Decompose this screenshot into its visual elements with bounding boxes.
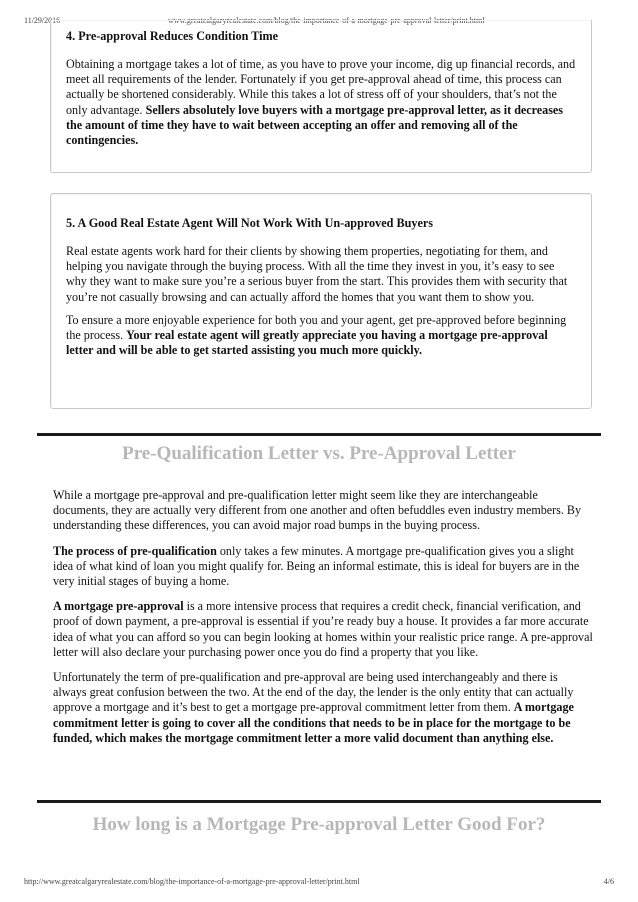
page-number: 4/6 — [603, 877, 614, 886]
reason-4-heading: 4. Pre-approval Reduces Condition Time — [66, 29, 279, 43]
print-date: 11/29/2016 — [24, 16, 61, 25]
reason-5-heading: 5. A Good Real Estate Agent Will Not Work With Un-approved Buyers — [66, 216, 434, 230]
prequal-text: only takes a few minutes. A mortgage pre-qualification gives you a slight idea of what kind of loan you might qualify for. Being an informal estimate, this is ideal for buyers are in the very initial stages of buying a home. — [53, 543, 580, 589]
section-body-prequal-vs-preapproval — [53, 488, 593, 746]
section-title-preapproval-duration: How long is a Mortgage Pre-approval Letter Good For? — [92, 814, 546, 835]
commitment-bold: A mortgage commitment letter is going to cover all the conditions that needs to be in place for the mortgage to be funded, which makes the mortgage commitment letter a more valid document than anything else. — [53, 700, 574, 745]
reason-5-paragraph-1: Real estate agents work hard for their clients by showing them properties, negotiating for them, and helping you navigate through the buying process. With all the time they invest in you, it’s easy to see why they want to make sure you’re a serious buyer from the start. This provides them with security that you’re not casually browsing and can actually afford the homes that you want them to show you. — [66, 244, 568, 304]
section-paragraph-3 — [53, 599, 593, 660]
reason-box-5 — [50, 193, 592, 409]
reason-4-text: Obtaining a mortgage takes a lot of time, as you have to prove your income, dig up financial records, and meet all requirements of the lender. Fortunately if you get pre-approval ahead of time, this process can actually be shortened considerably. While this takes a lot of stress off of your shoulders, that’s not the only advantage. — [66, 57, 576, 117]
reason-5-text: To ensure a more enjoyable experience for both you and your agent, get pre-approved before beginning the process. — [66, 312, 567, 343]
reason-4-paragraph — [66, 57, 576, 148]
reason-5-bold: Your real estate agent will greatly appreciate you having a mortgage pre-approval letter and will be able to get started assisting you much more quickly. — [66, 328, 548, 358]
reason-5-paragraph-2 — [66, 313, 576, 359]
section-paragraph-1: While a mortgage pre-approval and pre-qualification letter might seem like they are interchangeable documents, they are actually very different from one another and often befuddles even industry members. By understanding these differences, you can avoid major road bumps in the buying process. — [53, 488, 582, 533]
section-paragraph-2 — [53, 544, 593, 590]
print-header-url: www.greatcalgaryrealestate.com/blog/the-importance-of-a-mortgage-pre-approval-letter/print.html — [168, 16, 485, 25]
section-title-prequal-vs-preapproval: Pre-Qualification Letter vs. Pre-Approval Letter — [122, 443, 516, 464]
reason-box-4 — [50, 20, 592, 173]
section-divider-1 — [37, 433, 601, 436]
section-divider-2 — [37, 800, 601, 803]
prequal-bold: The process of pre-qualification — [53, 543, 217, 558]
reason-4-bold: Sellers absolutely love buyers with a mortgage pre-approval letter, as it decreases the amount of time they have to wait between accepting an offer and removing all of the contingencies. — [66, 102, 563, 148]
commitment-text: Unfortunately the term of pre-qualification and pre-approval are being used interchangeably and there is always great confusion between the two. At the end of the day, the lender is the only entity that can actually approve a mortgage and it’s best to get a mortgage pre-approval commitment letter from them. — [53, 670, 574, 715]
preapproval-text: is a more intensive process that requires a credit check, financial verification, and proof of down payment, a pre-approval is essential if you’re ready buy a house. It provides a far more accurate idea of what you can afford so you can begin looking at homes within your realistic price range. A pre-approval letter will also declare your purchasing power once you do find a property that you like. — [53, 599, 593, 659]
print-footer-url: http://www.greatcalgaryrealestate.com/blog/the-importance-of-a-mortgage-pre-approval-letter/print.html — [24, 877, 360, 886]
section-paragraph-4 — [53, 670, 593, 746]
preapproval-bold: A mortgage pre-approval — [53, 599, 184, 614]
